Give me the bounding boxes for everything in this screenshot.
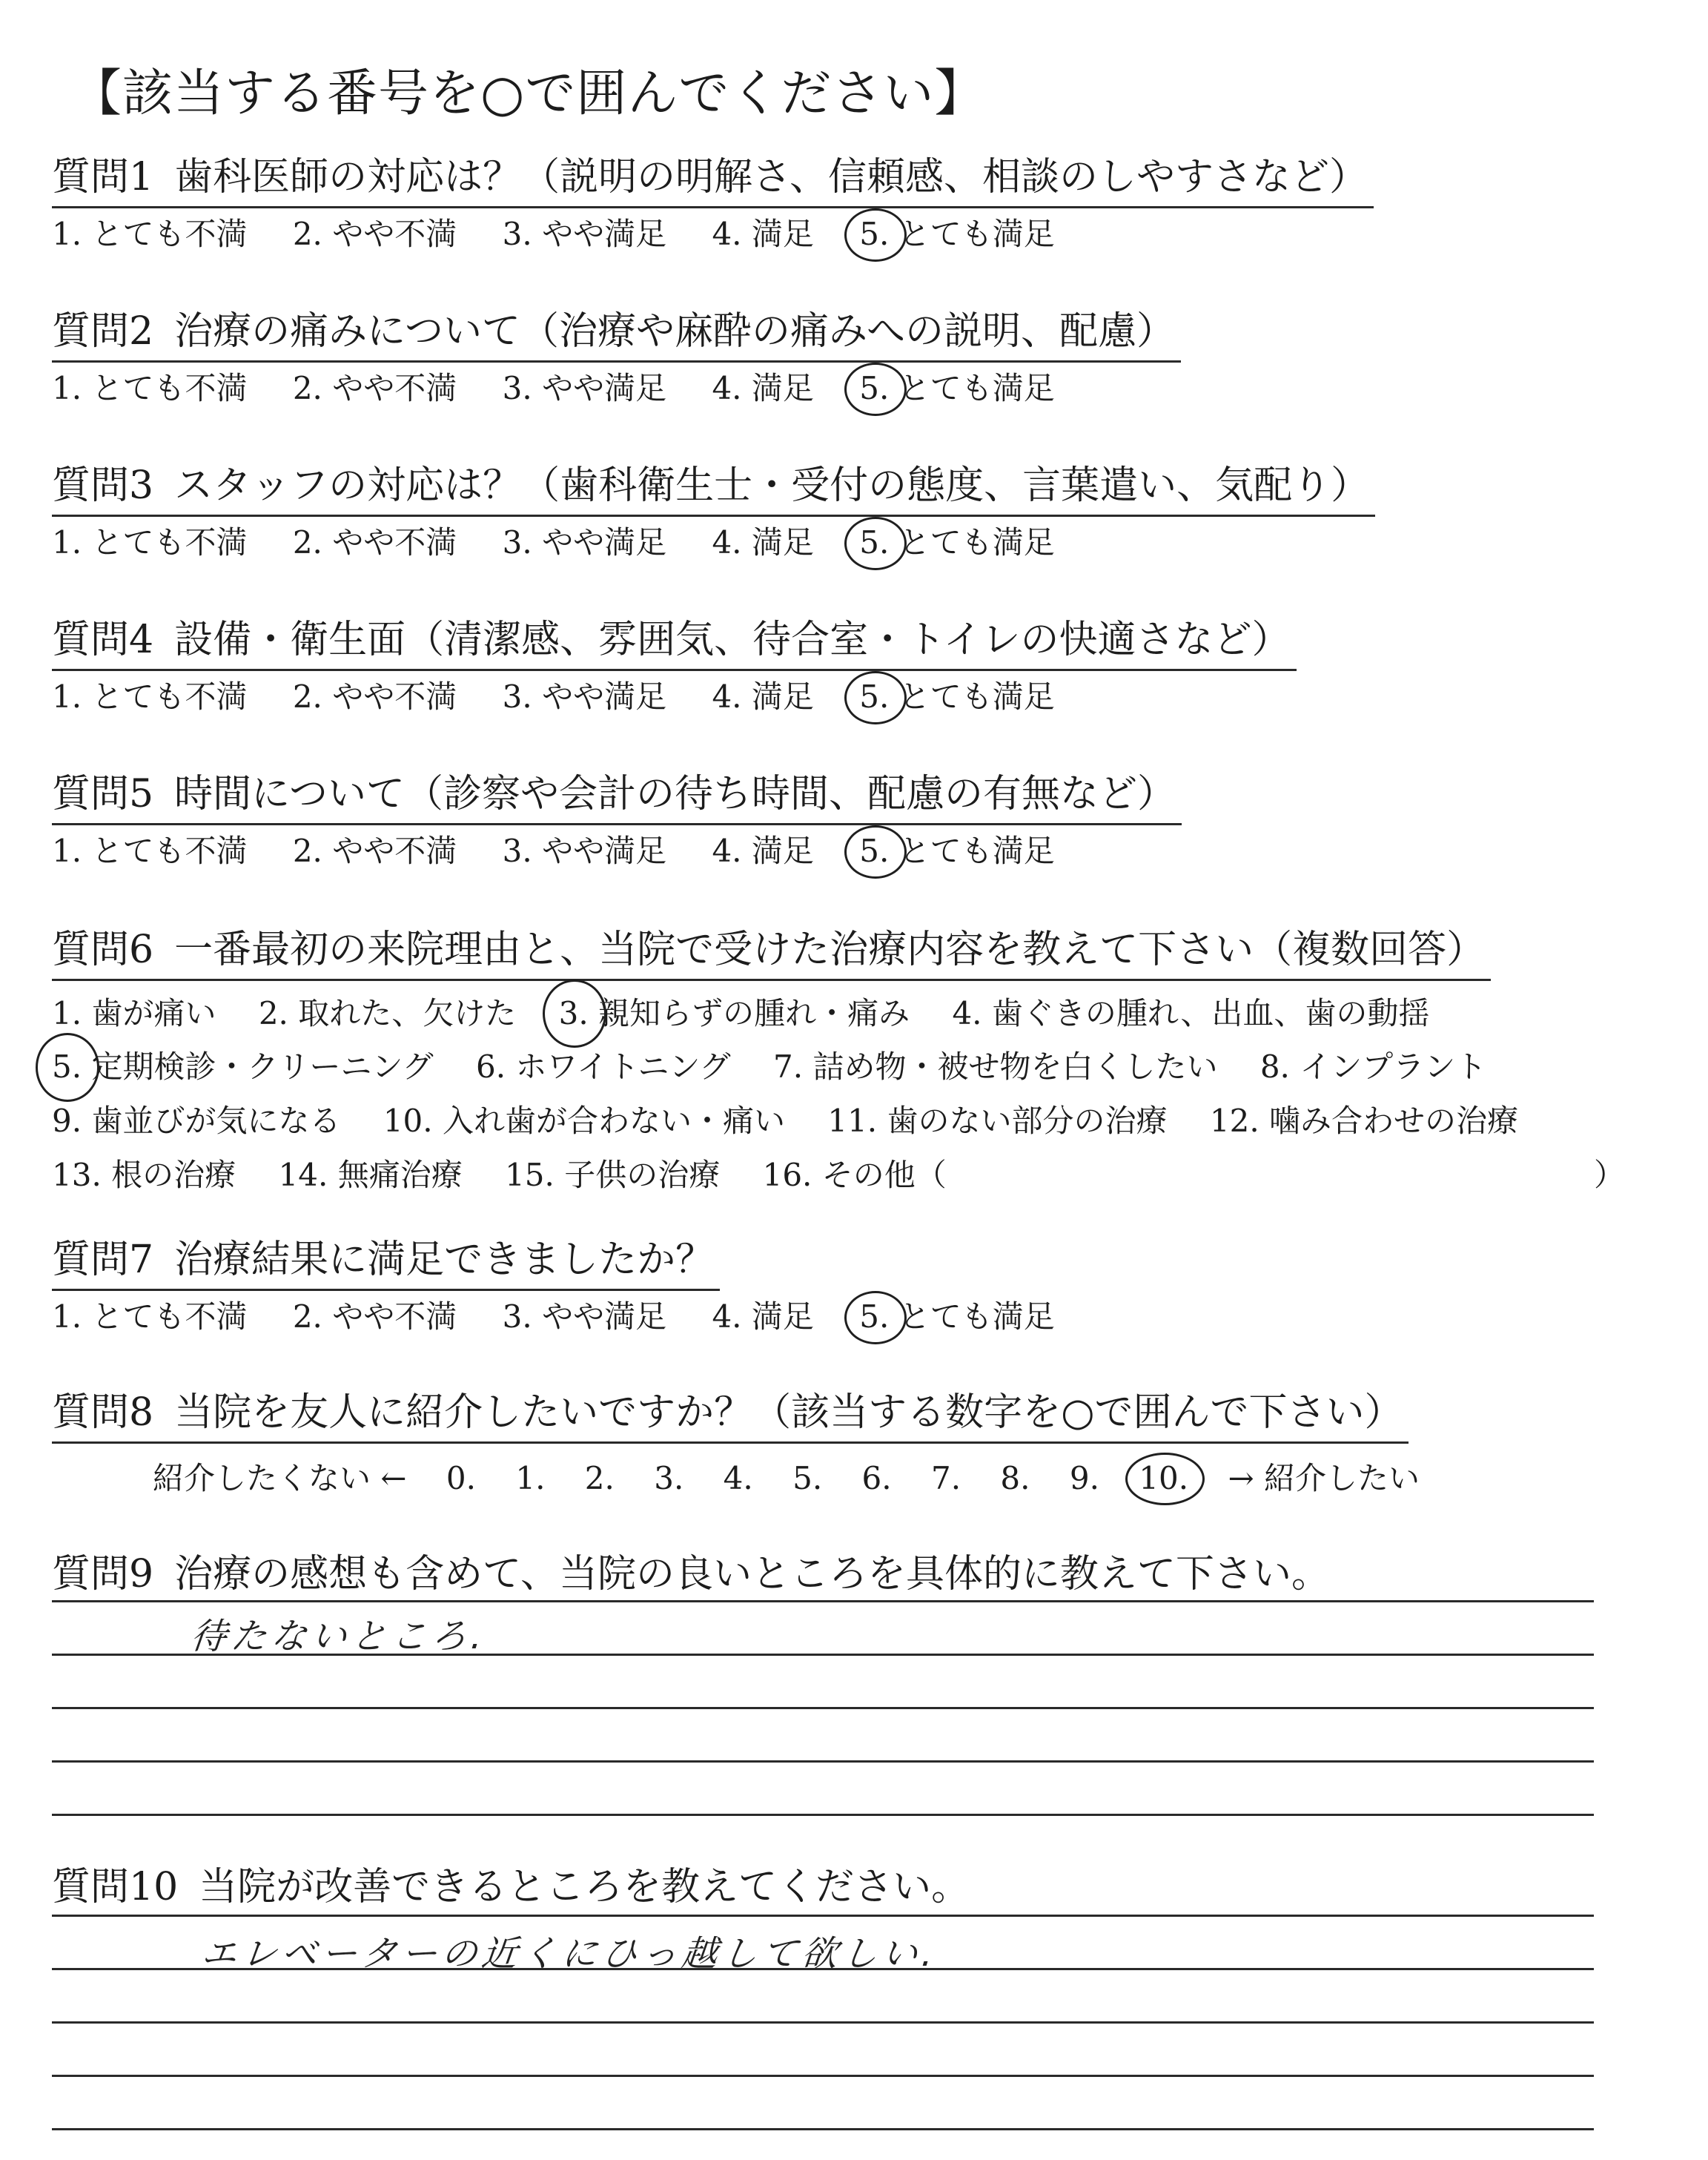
option-1[interactable]: 1. とても不満 [52,678,248,715]
question-number: 質問9 [52,1552,154,1596]
question-text: 歯科医師の対応は？（説明の明解さ、信頼感、相談のしやすさなど） [174,155,1368,199]
question-6 [52,928,1626,1202]
question-number: 質問5 [52,772,154,816]
reason-option-11[interactable]: 11. 歯のない部分の治療 [827,1103,1168,1140]
question-text: 治療の感想も含めて、当院の良いところを具体的に教えて下さい。 [174,1552,1331,1596]
handwritten-answer-q9: 待たないところ. [188,1616,489,1657]
option-5-circled[interactable]: 5. とても満足 [859,678,1055,715]
reason-option-12[interactable]: 12. 噛み合わせの治療 [1209,1103,1519,1140]
option-2[interactable]: 2. やや不満 [292,832,457,869]
reason-option-15[interactable]: 15. 子供の治療 [505,1156,721,1193]
question-title [52,1238,720,1291]
option-3[interactable]: 3. やや満足 [502,832,667,869]
option-5-circled[interactable]: 5. とても満足 [859,369,1055,406]
option-3[interactable]: 3. やや満足 [502,369,667,406]
option-4[interactable]: 4. 満足 [712,832,814,869]
reason-row-4 [52,1149,1626,1203]
question-text: 当院が改善できるところを教えてください。 [199,1865,970,1909]
handwritten-answer-q10: エレベーターの近くにひっ越して欲しい. [199,1933,940,1975]
survey-heading: 【該当する番号を○で囲んでください】 [71,65,986,123]
question-8 [52,1391,1449,1499]
question-text: 当院を友人に紹介したいですか？（該当する数字を○で囲んで下さい） [174,1390,1403,1435]
question-number: 質問4 [52,618,154,662]
question-10-title [52,1855,970,1911]
reason-option-13[interactable]: 13. 根の治療 [52,1156,236,1193]
reason-option-5-circled[interactable]: 5. 定期検診・クリーニング [52,1040,434,1094]
question-5 [52,773,1182,870]
reason-option-1[interactable]: 1. 歯が痛い [52,994,216,1031]
ruled-line [52,2075,1594,2077]
reason-options [52,987,1626,1203]
reason-option-3-circled[interactable]: 3. 親知らずの腫れ・痛み [559,987,910,1041]
question-2 [52,310,1181,407]
scale-number[interactable]: 7. [930,1459,961,1496]
reason-row-2 [52,1040,1551,1094]
ruled-line [52,2128,1594,2130]
option-3[interactable]: 3. やや満足 [502,678,667,715]
option-3[interactable]: 3. やや満足 [502,1298,667,1335]
question-7 [52,1238,1090,1335]
option-4[interactable]: 4. 満足 [712,369,814,406]
question-text: 治療結果に満足できましたか？ [174,1238,715,1282]
ruled-line [52,1707,1594,1709]
option-3[interactable]: 3. やや満足 [502,524,667,561]
reason-option-16-other[interactable]: 16. その他（ [762,1156,947,1193]
ruled-line [52,1814,1594,1816]
question-title [52,1391,1409,1444]
scale-number[interactable]: 0. [446,1459,476,1496]
question-number: 質問8 [52,1390,154,1435]
option-4[interactable]: 4. 満足 [712,1298,814,1335]
reason-option-8[interactable]: 8. インプラント [1260,1048,1487,1086]
option-4[interactable]: 4. 満足 [712,215,814,252]
ruled-line [52,1915,1594,1917]
scale-number[interactable]: 4. [723,1459,753,1496]
other-close-paren: ） [1594,1156,1626,1193]
scale-number[interactable]: 3. [654,1459,684,1496]
question-text: 時間について（診察や会計の待ち時間、配慮の有無など） [174,772,1176,816]
question-number: 質問7 [52,1238,154,1282]
reason-option-4[interactable]: 4. 歯ぐきの腫れ、出血、歯の動揺 [952,994,1430,1031]
question-number: 質問10 [52,1865,179,1909]
option-2[interactable]: 2. やや不満 [292,369,457,406]
question-title [52,618,1297,671]
option-2[interactable]: 2. やや不満 [292,524,457,561]
scale-right-label: → 紹介したい [1228,1459,1420,1496]
rating-options [52,524,1375,561]
reason-option-2[interactable]: 2. 取れた、欠けた [258,994,517,1031]
option-1[interactable]: 1. とても不満 [52,1298,248,1335]
rating-options [52,678,1297,716]
question-title [52,464,1375,517]
scale-number[interactable]: 8. [1000,1459,1030,1496]
option-1[interactable]: 1. とても不満 [52,369,248,406]
scale-number[interactable]: 9. [1069,1459,1099,1496]
question-9-title [52,1542,1330,1598]
rating-options [52,833,1182,870]
question-text: 一番最初の来院理由と、当院で受けた治療内容を教えて下さい（複数回答） [174,928,1486,972]
scale-number[interactable]: 2. [584,1459,615,1496]
question-4 [52,618,1297,716]
option-1[interactable]: 1. とても不満 [52,832,248,869]
scale-number[interactable]: 1. [515,1459,546,1496]
option-5-circled[interactable]: 5. とても満足 [859,215,1055,252]
ruled-line [52,1760,1594,1763]
question-3 [52,464,1375,561]
ruled-line [52,1600,1594,1602]
question-text: 治療の痛みについて（治療や麻酔の痛みへの説明、配慮） [174,309,1176,354]
reason-option-9[interactable]: 9. 歯並びが気になる [52,1103,341,1140]
option-1[interactable]: 1. とても不満 [52,215,248,252]
option-1[interactable]: 1. とても不満 [52,524,248,561]
question-number: 質問1 [52,155,154,199]
scale-number-10-circled[interactable]: 10. [1139,1459,1189,1496]
scale-number[interactable]: 6. [861,1459,892,1496]
question-number: 質問2 [52,309,154,354]
reason-option-6[interactable]: 6. ホワイトニング [475,1048,731,1086]
question-title [52,773,1182,825]
option-2[interactable]: 2. やや不満 [292,678,457,715]
rating-options [52,216,1374,253]
reason-option-10[interactable]: 10. 入れ歯が合わない・痛い [383,1103,785,1140]
reason-option-7[interactable]: 7. 詰め物・被せ物を白くしたい [773,1048,1218,1086]
question-title [52,928,1491,981]
option-4[interactable]: 4. 満足 [712,524,814,561]
option-2[interactable]: 2. やや不満 [292,215,457,252]
question-title [52,156,1374,208]
question-number: 質問3 [52,463,154,508]
reason-row-1 [52,987,1551,1041]
ruled-line [52,2021,1594,2024]
scale-number[interactable]: 5. [792,1459,823,1496]
scale-left-label: 紹介したくない ← [153,1459,407,1496]
option-5-circled[interactable]: 5. とても満足 [859,832,1055,869]
option-5-circled[interactable]: 5. とても満足 [859,524,1055,561]
option-2[interactable]: 2. やや不満 [292,1298,457,1335]
recommend-scale [52,1454,1449,1499]
reason-row-3 [52,1094,1551,1149]
question-title [52,310,1181,363]
option-4[interactable]: 4. 満足 [712,678,814,715]
option-3[interactable]: 3. やや満足 [502,215,667,252]
rating-options [52,1298,1090,1335]
reason-option-14[interactable]: 14. 無痛治療 [278,1156,463,1193]
question-number: 質問6 [52,928,154,972]
question-1 [52,156,1374,253]
question-text: スタッフの対応は？（歯科衛生士・受付の態度、言葉遣い、気配り） [174,463,1370,508]
question-text: 設備・衛生面（清潔感、雰囲気、待合室・トイレの快適さなど） [174,618,1291,662]
rating-options [52,370,1181,407]
option-5-circled[interactable]: 5. とても満足 [859,1298,1055,1335]
